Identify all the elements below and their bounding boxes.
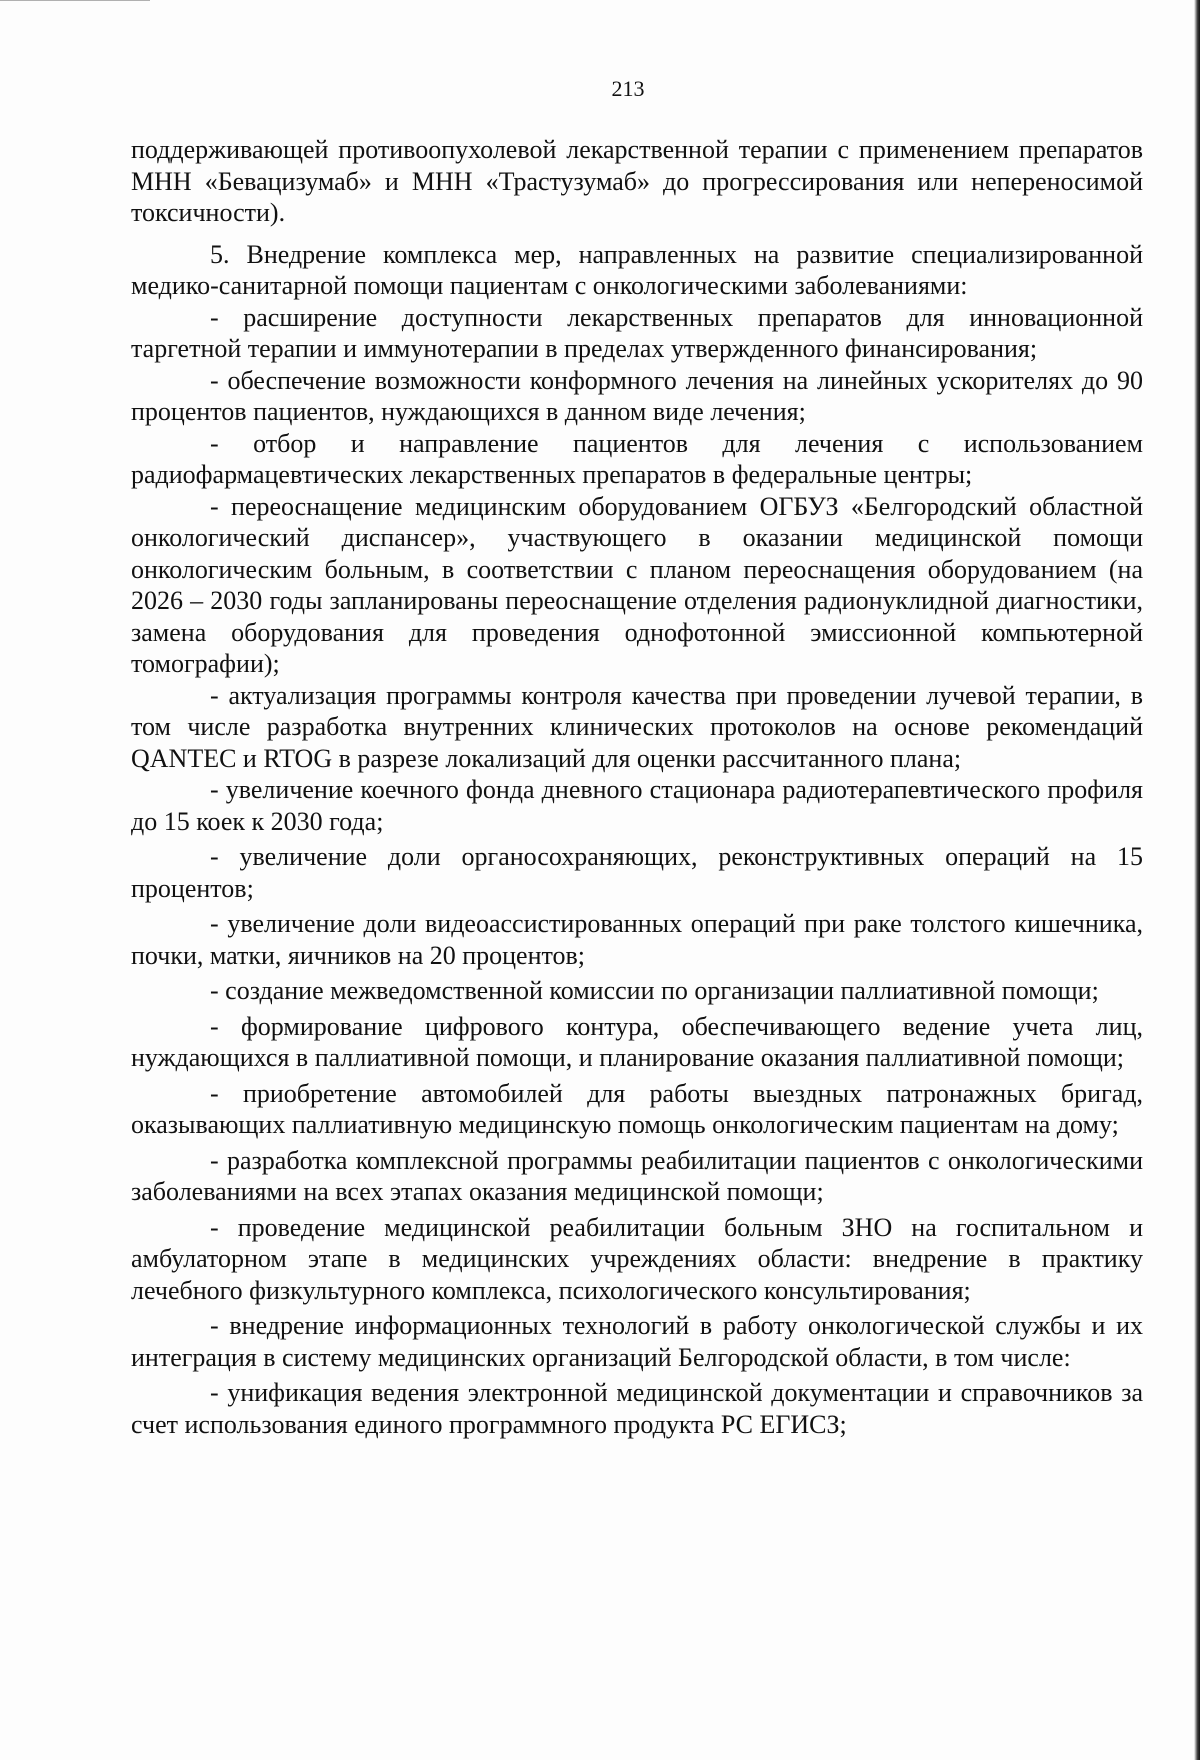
scan-artifact-line (0, 0, 150, 1)
document-body (131, 134, 1143, 1440)
list-item-medical-rehabilitation: - проведение медицинской реабилитации больным ЗНО на госпитальном и амбулаторном этапе в медицинских учреждениях области: внедрение в практику лечебного физкультурного комплекса, психологического консультирования; (131, 1212, 1143, 1305)
list-item-rehabilitation-program: - разработка комплексной программы реабилитации пациентов с онкологическими заболеваниями на всех этапах оказания медицинской помощи; (131, 1145, 1143, 1206)
list-item-equipment: - переоснащение медицинским оборудованием ОГБУЗ «Белгородский областной онкологический диспансер», участвующего в оказании медицинской помощи онкологическим больным, в соответствии с планом переоснащения оборудованием (на 2026 – 2030 годы запланированы переоснащение отделения радионуклидной диагностики, замена оборудования для проведения однофотонной эмиссионной компьютерной томографии); (131, 491, 1143, 678)
list-item-radiopharma: - отбор и направление пациентов для лечения с использованием радиофармацевтических лекарственных препаратов в федеральные центры; (131, 428, 1143, 489)
list-item-video-assisted: - увеличение доли видеоассистированных операций при раке толстого кишечника, почки, матки, яичников на 20 процентов; (131, 909, 1143, 970)
list-item-commission: - создание межведомственной комиссии по организации паллиативной помощи; (210, 976, 1099, 1005)
page-number: 213 (611, 76, 645, 101)
paragraph-continuation: поддерживающей противоопухолевой лекарственной терапии с применением препаратов МНН «Бевацизумаб» и МНН «Трастузумаб» до прогрессирования или непереносимой токсичности). (131, 135, 1143, 227)
list-item-day-hospital: - увеличение коечного фонда дневного стационара радиотерапевтического профиля до 15 коек к 2030 года; (131, 775, 1143, 836)
list-item-conformal-treatment: - обеспечение возможности конформного лечения на линейных ускорителях до 90 процентов пациентов, нуждающихся в данном виде лечения; (131, 365, 1143, 426)
list-item-quality-control: - актуализация программы контроля качества при проведении лучевой терапии, в том числе разработка внутренних клинических протоколов на основе рекомендаций QANTEC и RTOG в разрезе локализаций для оценки рассчитанного плана; (131, 680, 1143, 773)
scan-page-edge (1194, 0, 1200, 1760)
list-item-digital-contour: - формирование цифрового контура, обеспечивающего ведение учета лиц, нуждающихся в паллиативной помощи, и планирование оказания паллиативной помощи; (131, 1011, 1143, 1072)
list-item-information-technology: - внедрение информационных технологий в работу онкологической службы и их интеграция в систему медицинских организаций Белгородской области, в том числе: (131, 1311, 1143, 1372)
list-item-vehicles: - приобретение автомобилей для работы выездных патронажных бригад, оказывающих паллиативную медицинскую помощь онкологическим пациентам на дому; (131, 1078, 1143, 1139)
list-item-organ-preserving: - увеличение доли органосохраняющих, реконструктивных операций на 15 процентов; (131, 842, 1143, 903)
list-item-unification: - унификация ведения электронной медицинской документации и справочников за счет использования единого программного продукта РС ЕГИСЗ; (131, 1378, 1143, 1439)
list-item-drug-access: - расширение доступности лекарственных препаратов для инновационной таргетной терапии и иммунотерапии в пределах утвержденного финансирования; (131, 302, 1143, 363)
paragraph-section-5: 5. Внедрение комплекса мер, направленных на развитие специализированной медико-санитарной помощи пациентам с онкологическими заболеваниями: (131, 239, 1143, 300)
